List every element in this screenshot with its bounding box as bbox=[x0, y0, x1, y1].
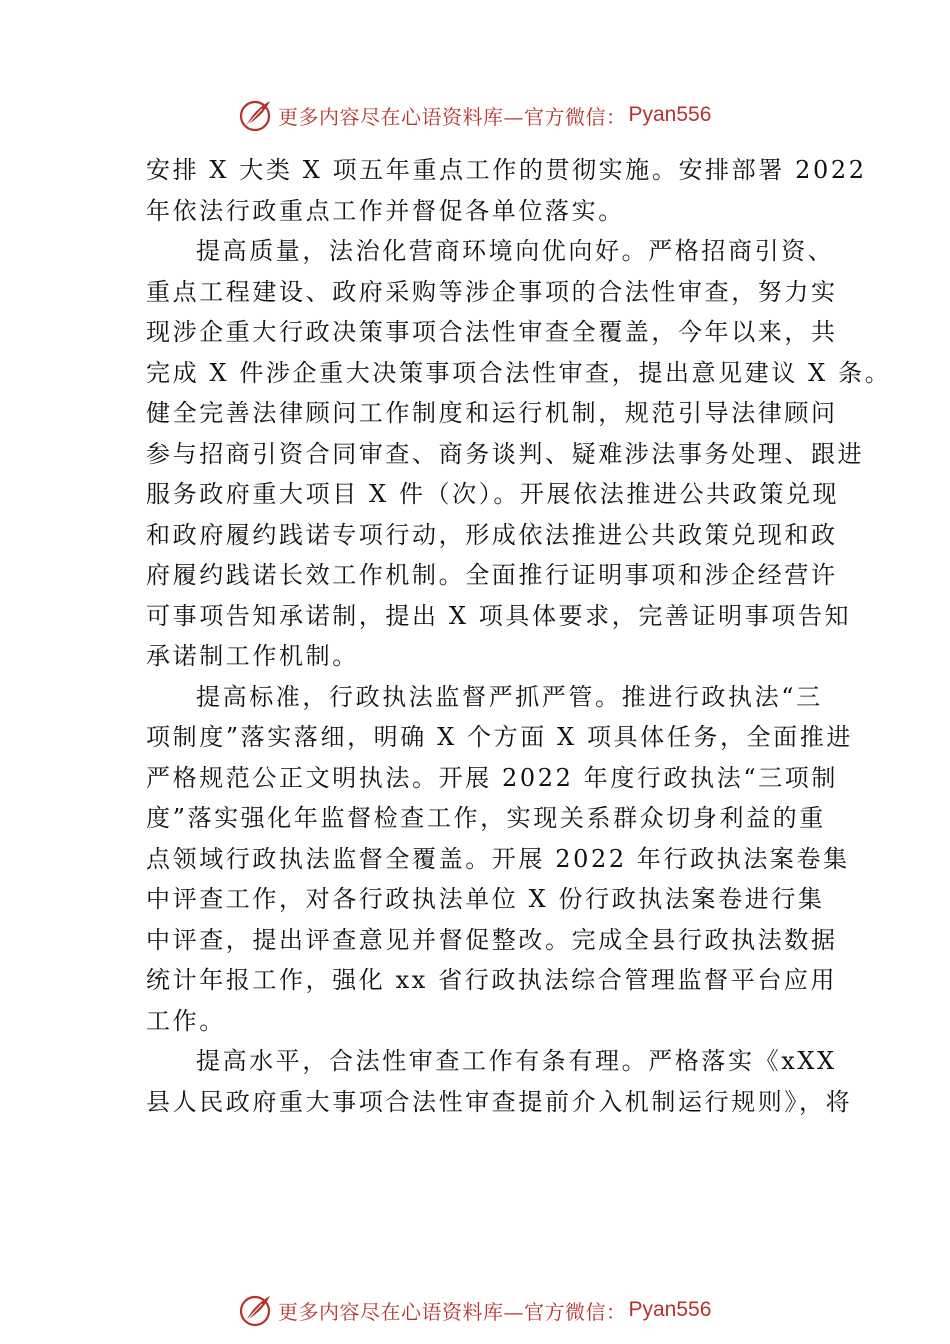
text-line: 和政府履约践诺专项行动，形成依法推进公共政策兑现和政 bbox=[146, 520, 838, 549]
text-line: 可事项告知承诺制，提出 X 项具体要求，完善证明事项告知 bbox=[146, 601, 852, 630]
text-line: 承诺制工作机制。 bbox=[146, 642, 359, 670]
text-line: 项制度”落实落细，明确 X 个方面 X 项具体任务，全面推进 bbox=[146, 723, 853, 751]
document-body bbox=[146, 150, 892, 1122]
text-line: 点领域行政执法监督全覆盖。开展 2022 年行政执法案卷集 bbox=[146, 844, 850, 873]
text-line: 度”落实强化年监督检查工作，实现关系群众切身利益的重 bbox=[146, 804, 826, 832]
feather-pen-circle-icon bbox=[238, 97, 274, 133]
feather-pen-circle-icon bbox=[238, 1292, 274, 1328]
footer-banner-site: 更多内容尽在心语资料库—官方微信： bbox=[278, 1299, 627, 1324]
header-banner[interactable] bbox=[238, 95, 738, 135]
text-line: 健全完善法律顾问工作制度和运行机制，规范引导法律顾问 bbox=[146, 399, 838, 427]
paragraph-start-line: 提高质量，法治化营商环境向优向好。严格招商引资、 bbox=[196, 237, 835, 265]
text-line: 府履约践诺长效工作机制。全面推行证明事项和涉企经营许 bbox=[146, 561, 838, 589]
header-banner-site: 更多内容尽在心语资料库—官方微信： bbox=[278, 104, 627, 129]
paragraph-start-line: 提高标准，行政执法监督严抓严管。推进行政执法“三 bbox=[196, 682, 823, 711]
text-line: 重点工程建设、政府采购等涉企事项的合法性审查，努力实 bbox=[146, 277, 838, 306]
text-line: 服务政府重大项目 X 件（次）。开展依法推进公共政策兑现 bbox=[146, 480, 840, 508]
text-line: 县人民政府重大事项合法性审查提前介入机制运行规则》，将 bbox=[146, 1087, 853, 1116]
paragraph-start-line: 提高水平，合法性审查工作有条有理。严格落实《xXX bbox=[196, 1047, 837, 1075]
footer-banner-wechat: Pyan556 bbox=[628, 1298, 712, 1321]
footer-banner[interactable] bbox=[238, 1290, 738, 1330]
text-line: 现涉企重大行政决策事项合法性审查全覆盖，今年以来，共 bbox=[146, 318, 838, 346]
text-line: 中评查工作，对各行政执法单位 X 份行政执法案卷进行集 bbox=[146, 885, 825, 913]
text-line: 完成 X 件涉企重大决策事项合法性审查，提出意见建议 X 条。 bbox=[146, 358, 892, 387]
text-line: 工作。 bbox=[146, 1006, 226, 1035]
text-line: 年依法行政重点工作并督促各单位落实。 bbox=[146, 196, 625, 225]
text-line: 严格规范公正文明执法。开展 2022 年度行政执法“三项制 bbox=[146, 763, 839, 792]
text-line: 统计年报工作，强化 xx 省行政执法综合管理监督平台应用 bbox=[146, 966, 838, 994]
text-line: 安排 X 大类 X 项五年重点工作的贯彻实施。安排部署 2022 bbox=[146, 156, 867, 184]
header-banner-wechat: Pyan556 bbox=[628, 103, 712, 126]
text-line: 中评查，提出评查意见并督促整改。完成全县行政执法数据 bbox=[146, 925, 838, 954]
text-line: 参与招商引资合同审查、商务谈判、疑难涉法事务处理、跟进 bbox=[146, 439, 865, 468]
